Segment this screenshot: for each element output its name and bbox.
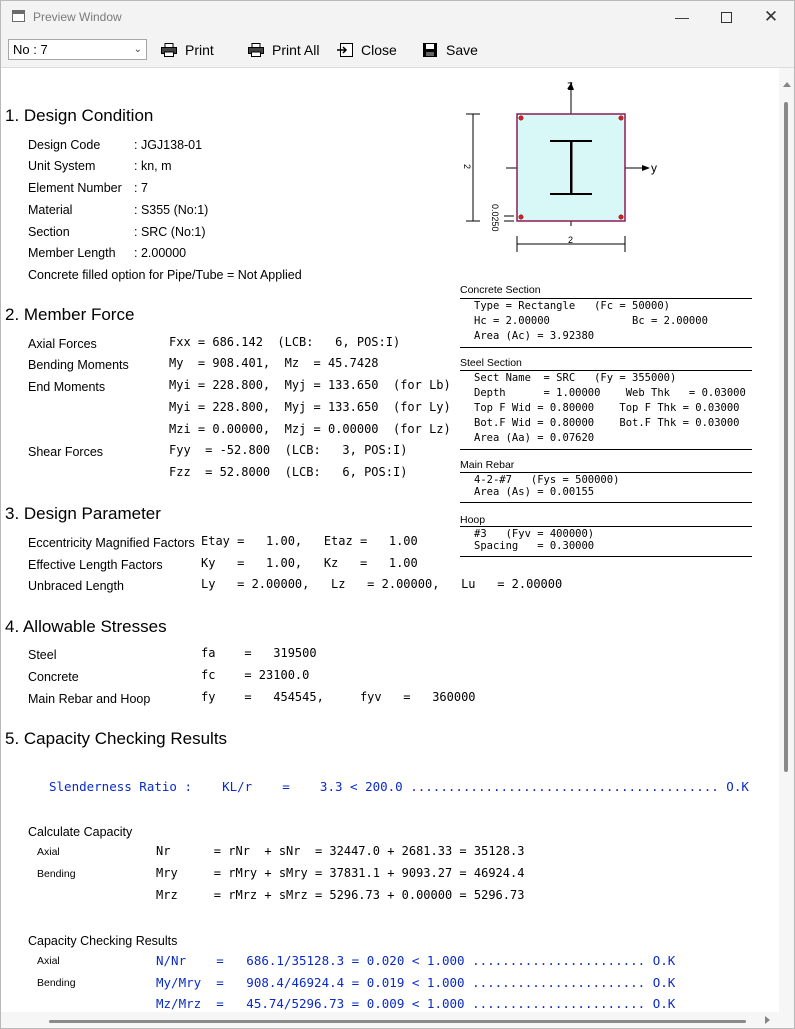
material-label: Material [28, 203, 73, 217]
element-number-value: : 7 [134, 181, 148, 195]
calc-bending-z-value: Mrz = rMrz + sMrz = 5296.73 + 0.00000 = 5296.73 [156, 888, 525, 902]
steel-section-rule-bottom [460, 449, 752, 450]
design-condition-heading: 1. Design Condition [5, 106, 154, 125]
allowable-stresses-heading: 4. Allowable Stresses [5, 617, 167, 636]
vertical-scroll-thumb[interactable] [784, 102, 788, 772]
print-all-button[interactable] [248, 41, 319, 59]
calc-bending-label: Bending [37, 868, 76, 880]
close-label: Close [361, 42, 397, 58]
hoop-line-1: #3 (Fyv = 400000) [474, 528, 595, 540]
scroll-up-arrow-icon[interactable] [783, 82, 791, 87]
hoop-rule-top [460, 526, 752, 527]
scrollbar-corner [779, 1012, 794, 1028]
steel-section-line-1: Sect Name = SRC (Fy = 355000) [474, 372, 677, 384]
shear-forces-label: Shear Forces [28, 445, 104, 459]
member-length-label: Member Length [28, 246, 116, 260]
end-moments-lb: Myi = 228.800, Myj = 133.650 (for Lb) [169, 378, 451, 392]
main-rebar-rule-top [460, 472, 752, 473]
steel-section-line-3: Top F Wid = 0.80000 Top F Thk = 0.03000 [474, 402, 740, 414]
hoop-heading: Hoop [460, 514, 486, 526]
print-label: Print [185, 42, 214, 58]
save-disk-icon [422, 43, 438, 57]
capacity-heading: 5. Capacity Checking Results [5, 729, 228, 748]
cover-dim-label: 0.0250 [490, 204, 500, 232]
height-dim-label: 2 [462, 164, 472, 170]
main-rebar-line-2: Area (As) = 0.00155 [474, 486, 595, 498]
element-number-label: Element Number [28, 181, 122, 195]
bending-moments-label: Bending Moments [28, 358, 129, 372]
steel-value: fa = 319500 [201, 646, 317, 660]
steel-section-rule-top [460, 370, 752, 371]
steel-section-line-2: Depth = 1.00000 Web Thk = 0.03000 [474, 387, 746, 399]
bending-moments-value: My = 908.401, Mz = 45.7428 [169, 356, 379, 370]
horizontal-scroll-thumb[interactable] [49, 1020, 746, 1023]
maximize-icon [721, 12, 732, 23]
element-selector[interactable] [8, 39, 147, 60]
save-label: Save [446, 42, 478, 58]
print-all-label: Print All [272, 42, 320, 58]
concrete-section-line-1: Type = Rectangle (Fc = 50000) [474, 300, 670, 312]
concrete-section-rule-top [460, 298, 752, 299]
element-selector-value: No : 7 [13, 42, 48, 57]
hoop-rule-bottom [460, 556, 752, 557]
close-icon: ✕ [763, 7, 779, 26]
toolbar [1, 33, 794, 68]
calc-axial-value: Nr = rNr + sNr = 32447.0 + 2681.33 = 35128.3 [156, 844, 525, 858]
material-value: : S355 (No:1) [134, 203, 209, 217]
effective-length-label: Effective Length Factors [28, 558, 163, 572]
printer-icon [161, 43, 177, 57]
eccentricity-label: Eccentricity Magnified Factors [28, 536, 195, 550]
y-axis-label: y [651, 161, 657, 175]
minimize-button[interactable] [659, 1, 705, 33]
main-rebar-rule-bottom [460, 502, 752, 503]
check-axial-label: Axial [37, 955, 60, 967]
eccentricity-value: Etay = 1.00, Etaz = 1.00 [201, 534, 418, 548]
slenderness-ratio-line: Slenderness Ratio : KL/r = 3.3 < 200.0 ......................................... O.K [49, 779, 749, 794]
check-bending-label: Bending [37, 977, 76, 989]
close-window-button[interactable] [748, 1, 794, 33]
unit-system-value: : kn, m [134, 159, 172, 173]
save-button[interactable] [422, 41, 478, 59]
shear-force-fyy: Fyy = -52.800 (LCB: 3, POS:I) [169, 443, 408, 457]
vertical-scrollbar[interactable] [779, 68, 794, 1012]
concrete-section-heading: Concrete Section [460, 284, 541, 296]
end-moments-label: End Moments [28, 380, 106, 394]
main-rebar-line-1: 4-2-#7 (Fys = 500000) [474, 474, 620, 486]
design-code-value: : JGJ138-01 [134, 138, 203, 152]
unbraced-length-label: Unbraced Length [28, 579, 124, 593]
design-parameter-heading: 3. Design Parameter [5, 504, 161, 523]
member-length-value: : 2.00000 [134, 246, 187, 260]
width-dim-label: 2 [568, 235, 574, 245]
shear-force-fzz: Fzz = 52.8000 (LCB: 6, POS:I) [169, 465, 408, 479]
section-value: : SRC (No:1) [134, 225, 206, 239]
minimize-icon: — [675, 9, 689, 25]
concrete-value: fc = 23100.0 [201, 668, 310, 682]
axial-forces-value: Fxx = 686.142 (LCB: 6, POS:I) [169, 335, 401, 349]
unbraced-length-value: Ly = 2.00000, Lz = 2.00000, Lu = 2.00000 [201, 577, 563, 591]
steel-web [570, 141, 573, 194]
steel-section-line-4: Bot.F Wid = 0.80000 Bot.F Thk = 0.03000 [474, 417, 740, 429]
maximize-button[interactable] [703, 1, 749, 33]
report-content [1, 68, 779, 1012]
concrete-label: Concrete [28, 670, 79, 684]
concrete-filled-option: Concrete filled option for Pipe/Tube = Not Applied [28, 268, 302, 282]
end-moments-lz: Mzi = 0.00000, Mzj = 0.00000 (for Lz) [169, 422, 451, 436]
rebar-bottom-left [519, 215, 523, 219]
rebar-top-left [519, 116, 523, 120]
unit-system-label: Unit System [28, 159, 96, 173]
check-bending-y-value: My/Mry = 908.4/46924.4 = 0.019 < 1.000 ....................... O.K [156, 975, 676, 990]
end-moments-ly: Myi = 228.800, Myj = 133.650 (for Ly) [169, 400, 451, 414]
rebar-top-right [619, 116, 623, 120]
title-bar [1, 1, 794, 33]
window-app-icon [12, 10, 25, 22]
rebar-hoop-value: fy = 454545, fyv = 360000 [201, 690, 476, 704]
hoop-line-2: Spacing = 0.30000 [474, 540, 595, 552]
main-rebar-heading: Main Rebar [460, 459, 515, 471]
concrete-section-line-3: Area (Ac) = 3.92380 [474, 330, 595, 342]
calculate-capacity-heading: Calculate Capacity [28, 825, 133, 839]
close-document-icon [337, 43, 353, 57]
scroll-right-arrow-icon[interactable] [765, 1016, 770, 1024]
check-bending-z-value: Mz/Mrz = 45.74/5296.73 = 0.009 < 1.000 ....................... O.K [156, 996, 676, 1011]
printer-all-icon [248, 43, 264, 57]
y-axis-arrow [642, 165, 650, 171]
window-title: Preview Window [33, 10, 122, 24]
rebar-hoop-label: Main Rebar and Hoop [28, 692, 151, 706]
effective-length-value: Ky = 1.00, Kz = 1.00 [201, 556, 418, 570]
section-label: Section [28, 225, 70, 239]
member-force-heading: 2. Member Force [5, 305, 135, 324]
concrete-section-rule-bottom [460, 347, 752, 348]
chevron-down-icon: ⌄ [133, 44, 142, 55]
print-button[interactable] [161, 41, 214, 59]
axial-forces-label: Axial Forces [28, 337, 97, 351]
design-code-label: Design Code [28, 138, 101, 152]
capacity-check-heading: Capacity Checking Results [28, 934, 178, 948]
close-button[interactable] [337, 41, 397, 59]
z-axis-label: z [567, 78, 573, 92]
steel-bottom-flange [550, 193, 592, 195]
horizontal-scrollbar[interactable] [1, 1012, 779, 1028]
section-drawing [456, 76, 676, 261]
calc-bending-y-value: Mry = rMry + sMry = 37831.1 + 9093.27 = 46924.4 [156, 866, 525, 880]
steel-section-heading: Steel Section [460, 357, 522, 369]
check-axial-value: N/Nr = 686.1/35128.3 = 0.020 < 1.000 ....................... O.K [156, 953, 676, 968]
rebar-bottom-right [619, 215, 623, 219]
calc-axial-label: Axial [37, 846, 60, 858]
steel-section-line-5: Area (Aa) = 0.07620 [474, 432, 595, 444]
steel-label: Steel [28, 648, 57, 662]
concrete-section-line-2: Hc = 2.00000 Bc = 2.00000 [474, 315, 708, 327]
